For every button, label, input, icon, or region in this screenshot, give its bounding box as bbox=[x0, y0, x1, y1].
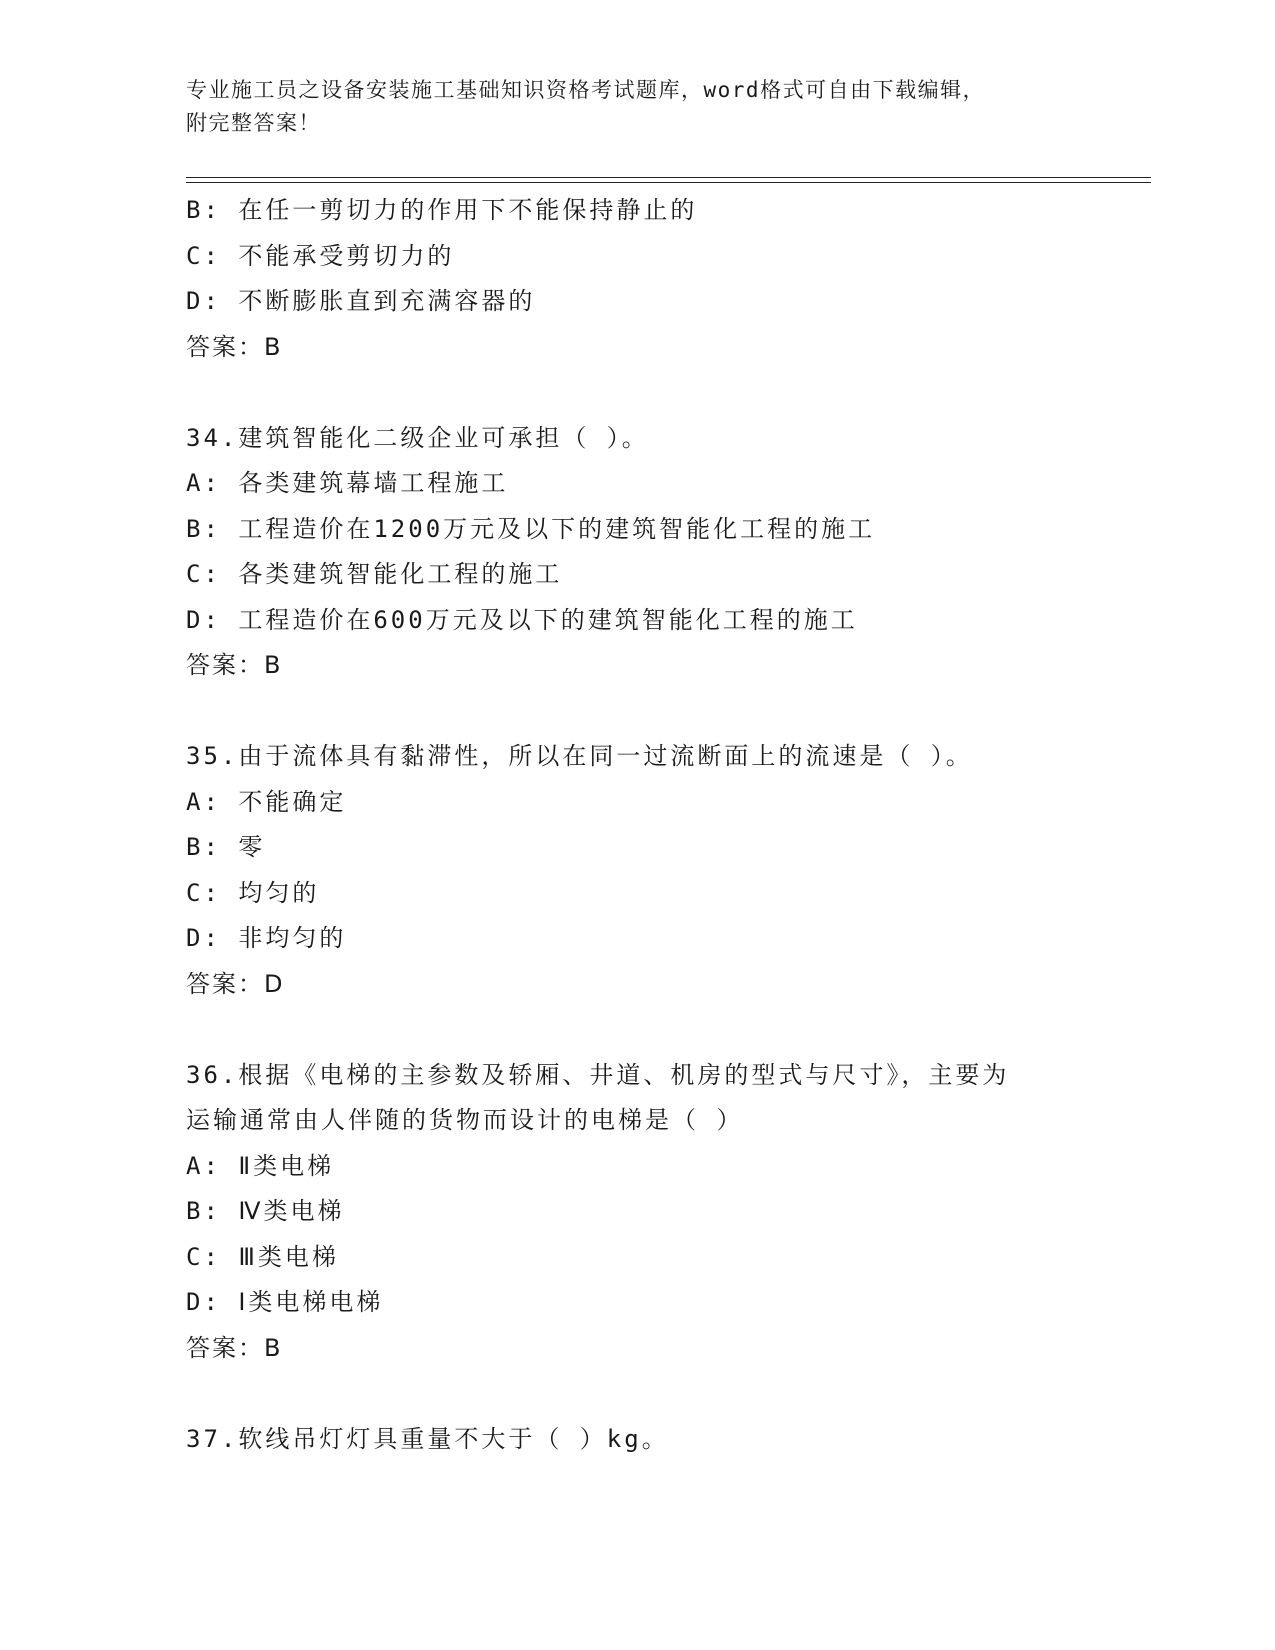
question-36 bbox=[186, 1053, 1146, 1372]
question-36-stem-line-1: 36.根据《电梯的主参数及轿厢、井道、机房的型式与尺寸》，主要为 bbox=[186, 1060, 1010, 1089]
question-34-stem: 34.建筑智能化二级企业可承担（ ）。 bbox=[186, 423, 649, 452]
question-33-option-d: D: 不断膨胀直到充满容器的 bbox=[186, 287, 536, 315]
question-35-option-a: A: 不能确定 bbox=[186, 787, 347, 816]
question-34 bbox=[186, 416, 1146, 689]
question-34-answer: 答案：B bbox=[186, 651, 283, 679]
question-35-option-b: B: 零 bbox=[186, 833, 266, 861]
header-line-2: 附完整答案！ bbox=[186, 111, 321, 135]
question-34-option-c: C: 各类建筑智能化工程的施工 bbox=[186, 560, 563, 588]
question-36-stem-line-2: 运输通常由人伴随的货物而设计的电梯是（ ） bbox=[186, 1106, 744, 1134]
question-34-option-d: D: 工程造价在600万元及以下的建筑智能化工程的施工 bbox=[186, 605, 858, 634]
question-33-answer: 答案：B bbox=[186, 332, 283, 361]
question-34-option-b: B: 工程造价在1200万元及以下的建筑智能化工程的施工 bbox=[186, 514, 876, 543]
question-36-option-d: D: Ⅰ类电梯电梯 bbox=[186, 1288, 384, 1316]
question-35-stem: 35.由于流体具有黏滞性，所以在同一过流断面上的流速是（ ）。 bbox=[186, 742, 973, 770]
question-35 bbox=[186, 734, 1146, 1007]
question-37 bbox=[186, 1417, 1146, 1463]
question-36-option-c: C: Ⅲ类电梯 bbox=[186, 1242, 339, 1271]
page-header bbox=[186, 74, 1086, 140]
question-34-option-a: A: 各类建筑幕墙工程施工 bbox=[186, 469, 509, 497]
header-divider-thin bbox=[186, 182, 1151, 183]
question-36-option-b: B: Ⅳ类电梯 bbox=[186, 1197, 345, 1225]
spacer bbox=[186, 370, 1146, 416]
question-33-option-c: C: 不能承受剪切力的 bbox=[186, 241, 455, 270]
question-33 bbox=[186, 188, 1146, 370]
question-36-option-a: A: Ⅱ类电梯 bbox=[186, 1151, 335, 1180]
spacer bbox=[186, 689, 1146, 735]
question-35-answer: 答案：D bbox=[186, 969, 285, 998]
question-35-option-c: C: 均匀的 bbox=[186, 878, 320, 907]
question-35-option-d: D: 非均匀的 bbox=[186, 924, 347, 952]
question-36-answer: 答案：B bbox=[186, 1333, 283, 1362]
header-divider-thick bbox=[186, 177, 1151, 178]
question-37-stem: 37.软线吊灯灯具重量不大于（ ）kg。 bbox=[186, 1424, 669, 1453]
spacer bbox=[186, 1371, 1146, 1417]
header-line-1: 专业施工员之设备安装施工基础知识资格考试题库，word格式可自由下载编辑， bbox=[186, 78, 986, 102]
spacer bbox=[186, 1007, 1146, 1053]
question-list bbox=[186, 188, 1146, 1462]
question-33-option-b: B: 在任一剪切力的作用下不能保持静止的 bbox=[186, 196, 698, 224]
